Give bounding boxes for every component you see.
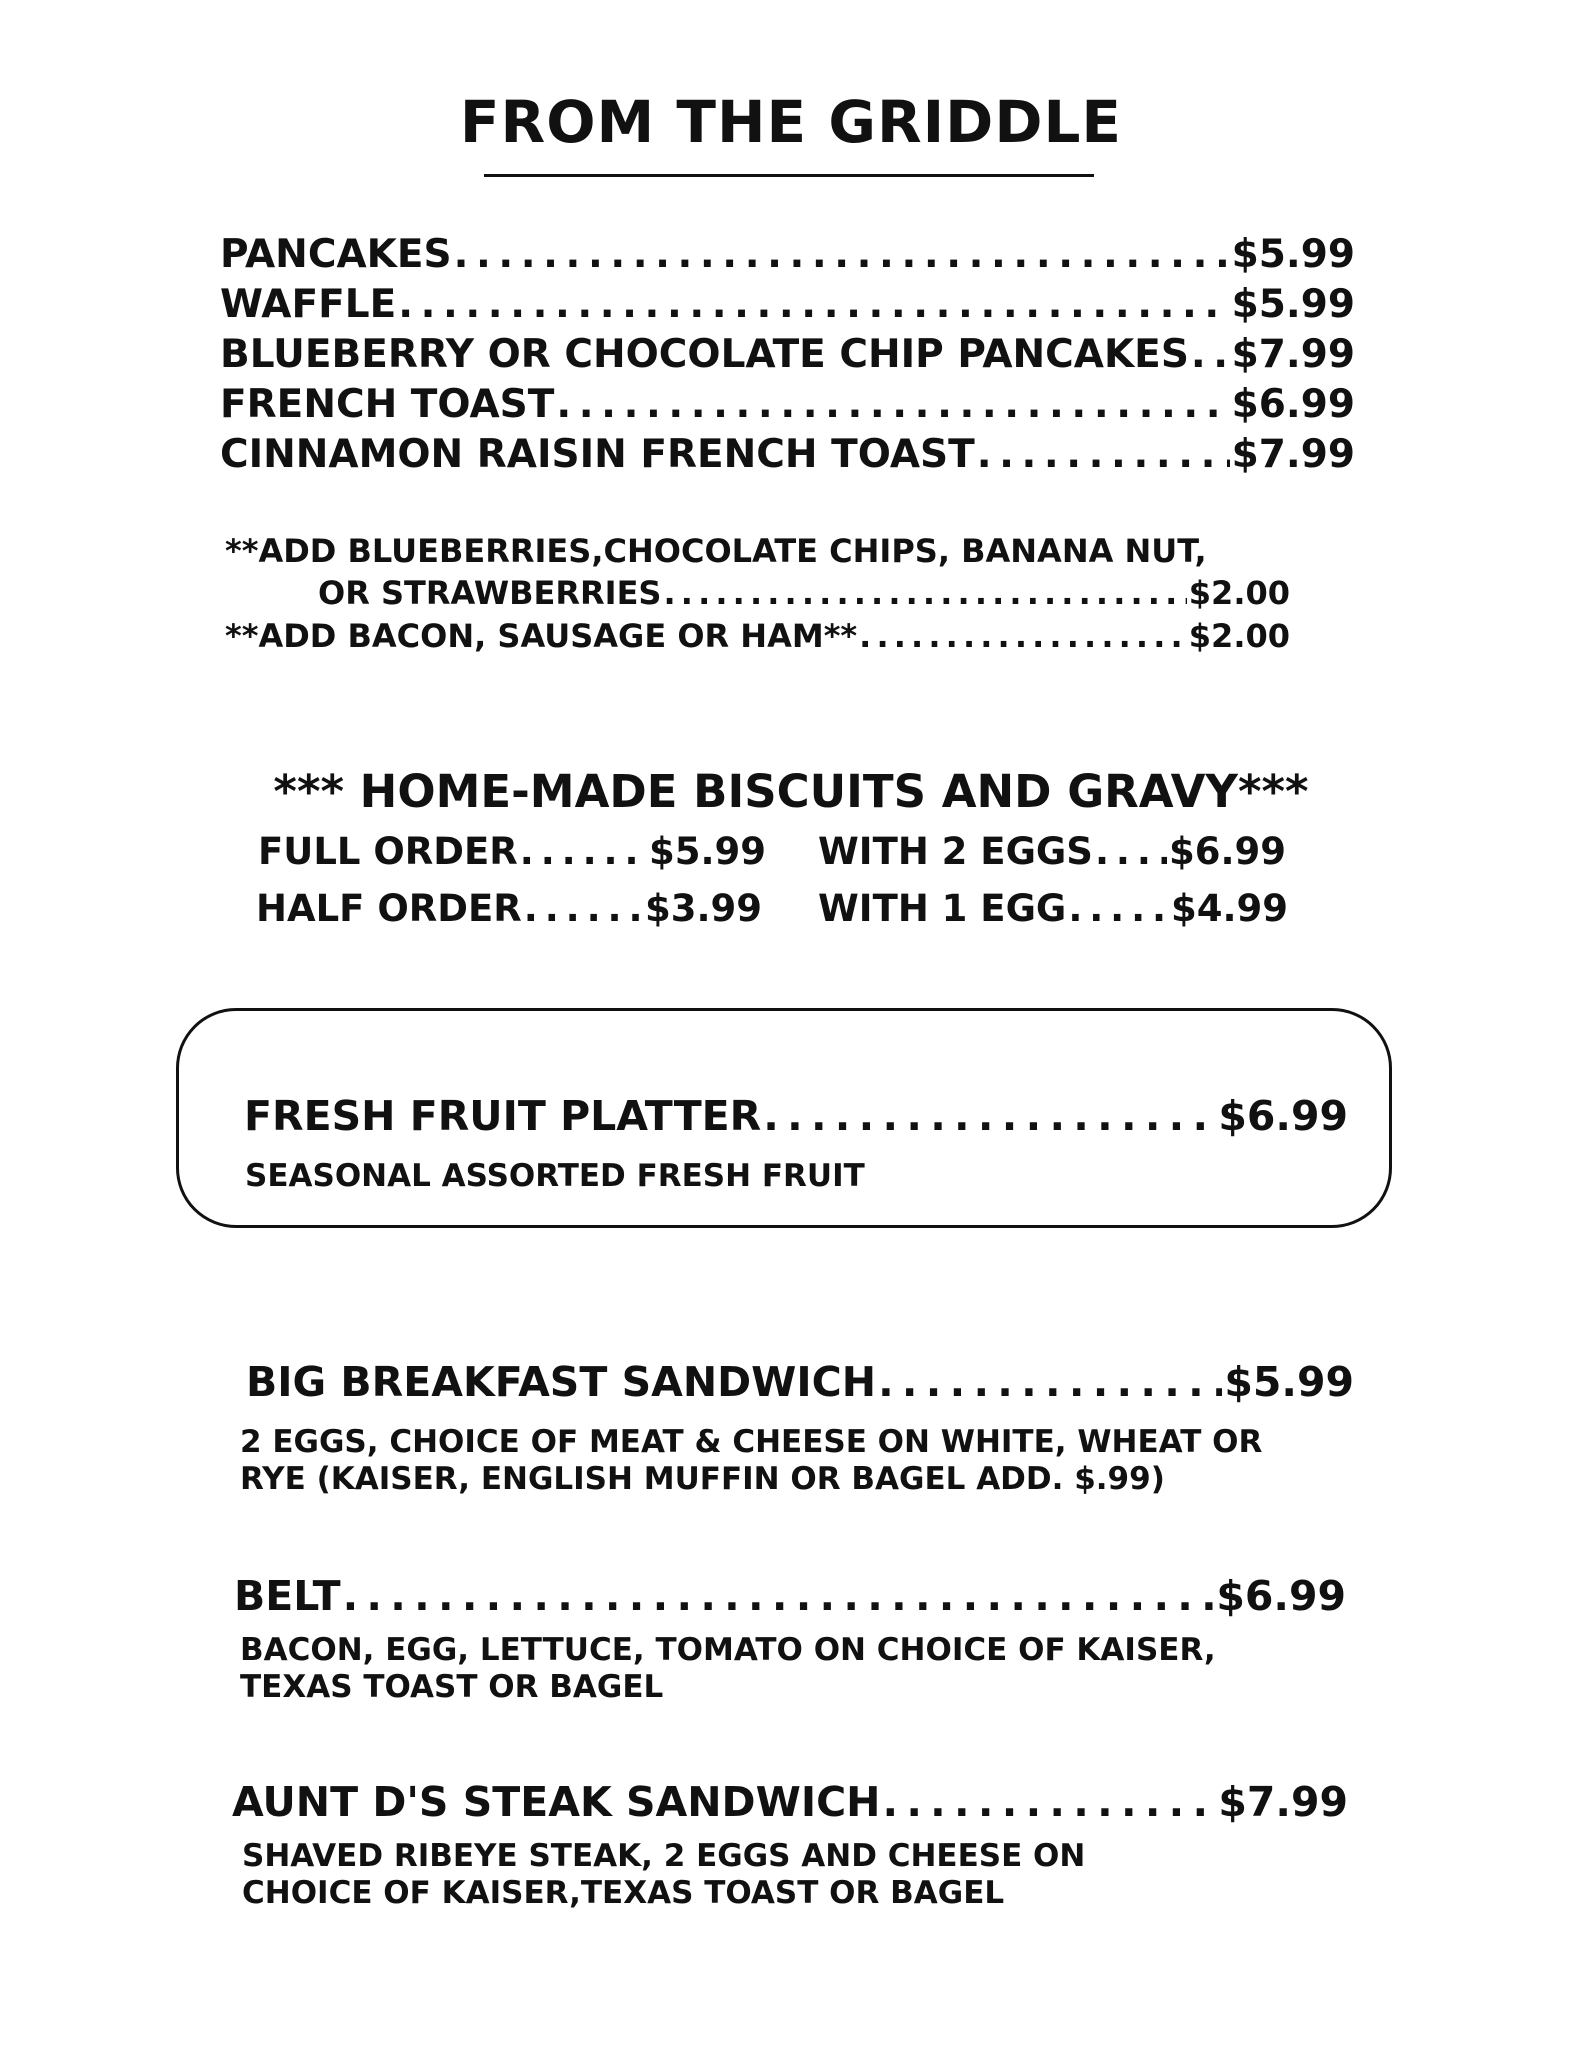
item-price: $5.99 <box>1224 1358 1354 1406</box>
leader-dots <box>398 282 1229 327</box>
menu-item-pancakes <box>220 232 1355 277</box>
description-line: TEXAS TOAST OR BAGEL <box>240 1669 664 1705</box>
item-price: $7.99 <box>1231 432 1355 477</box>
big-breakfast-sandwich-line <box>246 1358 1354 1406</box>
biscuits-with-2-eggs <box>818 830 1286 873</box>
item-name: PANCAKES <box>220 232 452 277</box>
leader-dots <box>878 1358 1222 1406</box>
leader-dots <box>524 887 643 930</box>
item-name: WITH 1 EGG <box>818 887 1067 930</box>
fruit-platter-line <box>244 1092 1348 1140</box>
page-title: FROM THE GRIDDLE <box>459 88 1123 156</box>
item-name: WAFFLE <box>220 282 397 327</box>
addon-meat-line <box>225 617 1290 655</box>
steak-sandwich-description <box>242 1838 1085 1912</box>
big-breakfast-sandwich-description <box>240 1424 1262 1498</box>
leader-dots <box>882 1778 1216 1826</box>
item-name: HALF ORDER <box>256 887 522 930</box>
item-name: CINNAMON RAISIN FRENCH TOAST <box>220 432 975 477</box>
belt-line <box>234 1572 1346 1620</box>
addon-price: $2.00 <box>1188 617 1290 655</box>
leader-dots <box>520 830 647 873</box>
biscuits-half-order <box>256 887 762 930</box>
description-line: BACON, EGG, LETTUCE, TOMATO ON CHOICE OF KAISER, <box>240 1632 1216 1668</box>
biscuits-with-1-egg <box>818 887 1288 930</box>
steak-sandwich-line <box>232 1778 1348 1826</box>
leader-dots <box>1068 887 1169 930</box>
addon-name: **ADD BACON, SAUSAGE OR HAM** <box>225 617 858 655</box>
item-name: BLUEBERRY OR CHOCOLATE CHIP PANCAKES <box>220 332 1189 377</box>
leader-dots <box>1191 332 1230 377</box>
item-price: $6.99 <box>1168 830 1286 873</box>
item-name: BELT <box>234 1572 341 1620</box>
item-price: $5.99 <box>648 830 766 873</box>
addon-note: **ADD BLUEBERRIES,CHOCOLATE CHIPS, BANANA NUT, <box>225 532 1207 570</box>
item-price: $3.99 <box>644 887 762 930</box>
item-price: $7.99 <box>1218 1778 1348 1826</box>
belt-description <box>240 1632 1216 1706</box>
item-name: FRENCH TOAST <box>220 382 555 427</box>
description-line: RYE (KAISER, ENGLISH MUFFIN OR BAGEL ADD. $.99) <box>240 1461 1165 1497</box>
item-name: FULL ORDER <box>258 830 518 873</box>
menu-item-blueberry-chocolate-pancakes <box>220 332 1355 377</box>
leader-dots <box>454 232 1230 277</box>
item-name: AUNT D'S STEAK SANDWICH <box>232 1778 881 1826</box>
fruit-platter-description: SEASONAL ASSORTED FRESH FRUIT <box>245 1158 865 1194</box>
leader-dots <box>663 574 1186 612</box>
addon-price: $2.00 <box>1188 574 1290 612</box>
item-name: BIG BREAKFAST SANDWICH <box>246 1358 877 1406</box>
item-name: FRESH FRUIT PLATTER <box>244 1092 762 1140</box>
item-price: $5.99 <box>1231 282 1355 327</box>
biscuits-heading: *** HOME-MADE BISCUITS AND GRAVY*** <box>273 765 1309 818</box>
menu-item-french-toast <box>220 382 1355 427</box>
item-price: $4.99 <box>1170 887 1288 930</box>
leader-dots <box>343 1572 1215 1620</box>
addon-name: OR STRAWBERRIES <box>318 574 662 612</box>
item-price: $6.99 <box>1218 1092 1348 1140</box>
description-line: SHAVED RIBEYE STEAK, 2 EGGS AND CHEESE ON <box>242 1838 1086 1874</box>
title-underline <box>484 174 1094 177</box>
leader-dots <box>1095 830 1167 873</box>
leader-dots <box>763 1092 1216 1140</box>
leader-dots <box>859 617 1187 655</box>
addon-fruit-line <box>318 574 1290 612</box>
leader-dots <box>556 382 1229 427</box>
menu-item-cinnamon-french-toast <box>220 432 1355 477</box>
item-name: WITH 2 EGGS <box>818 830 1093 873</box>
item-price: $5.99 <box>1231 232 1355 277</box>
item-price: $6.99 <box>1216 1572 1346 1620</box>
menu-item-waffle <box>220 282 1355 327</box>
description-line: 2 EGGS, CHOICE OF MEAT & CHEESE ON WHITE, WHEAT OR <box>240 1424 1263 1460</box>
biscuits-full-order <box>258 830 766 873</box>
description-line: CHOICE OF KAISER,TEXAS TOAST OR BAGEL <box>242 1875 1005 1911</box>
item-price: $7.99 <box>1231 332 1355 377</box>
item-price: $6.99 <box>1231 382 1355 427</box>
leader-dots <box>977 432 1230 477</box>
